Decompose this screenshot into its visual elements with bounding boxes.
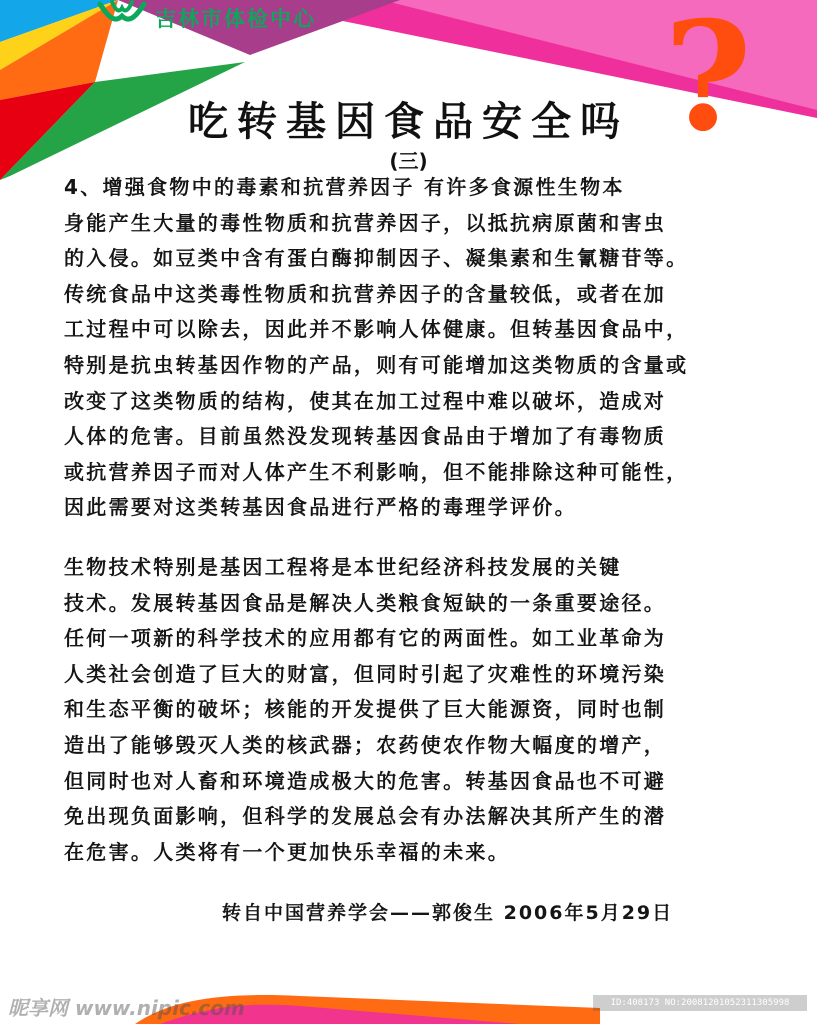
paragraph-line: 的入侵。如豆类中含有蛋白酶抑制因子、凝集素和生氰糖苷等。 bbox=[64, 246, 689, 271]
organization-name: 吉林市体检中心 bbox=[155, 6, 316, 31]
paragraph-line: 身能产生大量的毒性物质和抗营养因子，以抵抗病原菌和害虫 bbox=[64, 210, 667, 235]
paragraph-line: 在危害。人类将有一个更加快乐幸福的未来。 bbox=[64, 839, 510, 864]
article-source-line: 转自中国营养学会——郭俊生 2006年5月29日 bbox=[222, 902, 674, 924]
health-center-logo-icon bbox=[96, 0, 148, 28]
article-part-number: (三) bbox=[389, 149, 428, 173]
article-title: 吃转基因食品安全吗 bbox=[188, 99, 629, 145]
paragraph-line: 造出了能够毁灭人类的核武器；农药使农作物大幅度的增产， bbox=[64, 732, 667, 757]
paragraph-line: 因此需要对这类转基因食品进行严格的毒理学评价。 bbox=[64, 495, 577, 520]
body-paragraph-1 bbox=[64, 170, 754, 526]
site-watermark: 昵享网 www.nipic.com bbox=[8, 996, 245, 1020]
question-mark-icon: ? bbox=[664, 0, 752, 165]
paragraph-line: 改变了这类物质的结构，使其在加工过程中难以破坏，造成对 bbox=[64, 388, 667, 413]
paragraph-line: 免出现负面影响，但科学的发展总会有办法解决其所产生的潜 bbox=[64, 804, 667, 829]
paragraph-line: 生物技术特别是基因工程将是本世纪经济科技发展的关键 bbox=[64, 555, 622, 579]
paragraph-line: 人类社会创造了巨大的财富，但同时引起了灾难性的环境污染 bbox=[64, 661, 667, 686]
paragraph-line: 技术。发展转基因食品是解决人类粮食短缺的一条重要途径。 bbox=[64, 590, 667, 615]
paragraph-line: 4、增强食物中的毒素和抗营养因子 有许多食源性生物本 bbox=[64, 175, 625, 199]
paragraph-line: 人体的危害。目前虽然没发现转基因食品由于增加了有毒物质 bbox=[64, 424, 667, 449]
paragraph-line: 或抗营养因子而对人体产生不利影响，但不能排除这种可能性， bbox=[64, 459, 689, 484]
paragraph-line: 工过程中可以除去，因此并不影响人体健康。但转基因食品中， bbox=[64, 317, 689, 342]
image-id-watermark: ID:408173 NO:20081201052311305998 bbox=[593, 995, 807, 1011]
paragraph-line: 和生态平衡的破坏；核能的开发提供了巨大能源资，同时也制 bbox=[64, 697, 667, 722]
paragraph-line: 特别是抗虫转基因作物的产品，则有可能增加这类物质的含量或 bbox=[64, 352, 689, 377]
paragraph-line: 任何一项新的科学技术的应用都有它的两面性。如工业革命为 bbox=[64, 626, 667, 651]
paragraph-line: 但同时也对人畜和环境造成极大的危害。转基因食品也不可避 bbox=[64, 768, 667, 793]
body-paragraph-2 bbox=[64, 550, 754, 870]
paragraph-line: 传统食品中这类毒性物质和抗营养因子的含量较低，或者在加 bbox=[64, 281, 667, 306]
